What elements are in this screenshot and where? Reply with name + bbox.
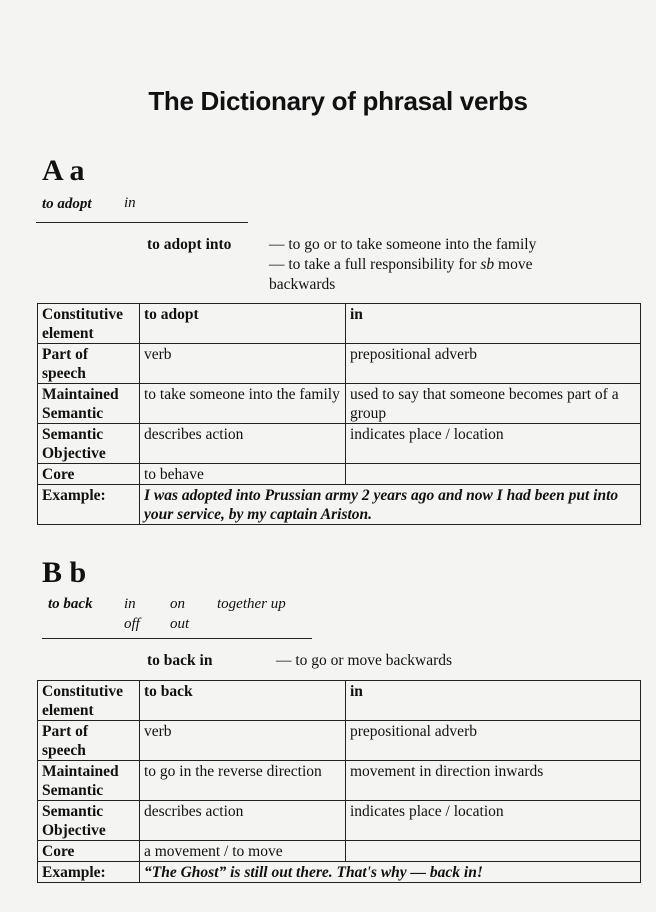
cell: verb: [140, 721, 346, 761]
table-row: [38, 304, 641, 344]
cell: indicates place / location: [346, 801, 641, 841]
row-label: Maintained Semantic: [38, 384, 140, 424]
section-b-particle: together up: [217, 596, 286, 612]
page-title: The Dictionary of phrasal verbs: [148, 86, 528, 116]
section-b-table: [37, 680, 641, 883]
cell: to adopt: [140, 304, 346, 344]
definition-line: — to go or move backwards: [276, 652, 453, 669]
cell: to take someone into the family: [140, 384, 346, 424]
row-label: Core: [38, 841, 140, 862]
table-row: [38, 344, 641, 384]
table-row: [38, 464, 641, 485]
section-b-particle: on: [170, 596, 185, 612]
section-a-table: [37, 303, 641, 525]
definition-line: backwards: [269, 276, 336, 293]
row-label: Constitutive element: [38, 681, 140, 721]
section-b-divider: [42, 638, 312, 639]
row-label: Semantic Objective: [38, 424, 140, 464]
example-text: I was adopted into Prussian army 2 years ago and now I had been put into your service, by my captain Ariston.: [140, 485, 641, 525]
cell: to go in the reverse direction: [140, 761, 346, 801]
section-b-headword: to back in: [147, 652, 213, 669]
cell: in: [346, 681, 641, 721]
example-label: Example:: [38, 485, 140, 525]
table-row: [38, 801, 641, 841]
row-label: Constitutive element: [38, 304, 140, 344]
section-a-headword: to adopt into: [147, 236, 232, 253]
section-a-verb: to adopt: [42, 196, 92, 212]
table-row-example: [38, 485, 641, 525]
section-b-definitions: [276, 651, 596, 671]
definition-line: — to take a full responsibility for sb move: [269, 256, 533, 273]
table-row: [38, 424, 641, 464]
row-label: Semantic Objective: [38, 801, 140, 841]
cell: in: [346, 304, 641, 344]
example-text: “The Ghost” is still out there. That's why — back in!: [140, 862, 641, 883]
cell: a movement / to move: [140, 841, 346, 862]
definition-line: — to go or to take someone into the family: [269, 236, 537, 253]
cell: verb: [140, 344, 346, 384]
cell: describes action: [140, 801, 346, 841]
cell: prepositional adverb: [346, 344, 641, 384]
cell: prepositional adverb: [346, 721, 641, 761]
section-b-particle: out: [170, 616, 190, 632]
section-letter-b: B b: [42, 556, 87, 589]
section-a-divider: [36, 222, 248, 223]
cell: [346, 841, 641, 862]
cell: indicates place / location: [346, 424, 641, 464]
row-label: Part of speech: [38, 721, 140, 761]
table-row-example: [38, 862, 641, 883]
cell: movement in direction inwards: [346, 761, 641, 801]
section-letter-a: A a: [42, 154, 85, 187]
section-a-definitions: [269, 235, 589, 295]
row-label: Part of speech: [38, 344, 140, 384]
row-label: Core: [38, 464, 140, 485]
cell: to back: [140, 681, 346, 721]
section-b-particle: in: [124, 596, 136, 612]
table-row: [38, 841, 641, 862]
cell: to behave: [140, 464, 346, 485]
cell: [346, 464, 641, 485]
section-b-verb: to back: [48, 596, 93, 612]
section-b-particle: off: [124, 616, 140, 632]
table-row: [38, 384, 641, 424]
example-label: Example:: [38, 862, 140, 883]
cell: used to say that someone becomes part of a group: [346, 384, 641, 424]
cell: describes action: [140, 424, 346, 464]
row-label: Maintained Semantic: [38, 761, 140, 801]
table-row: [38, 761, 641, 801]
section-a-particle: in: [124, 195, 136, 211]
table-row: [38, 681, 641, 721]
table-row: [38, 721, 641, 761]
